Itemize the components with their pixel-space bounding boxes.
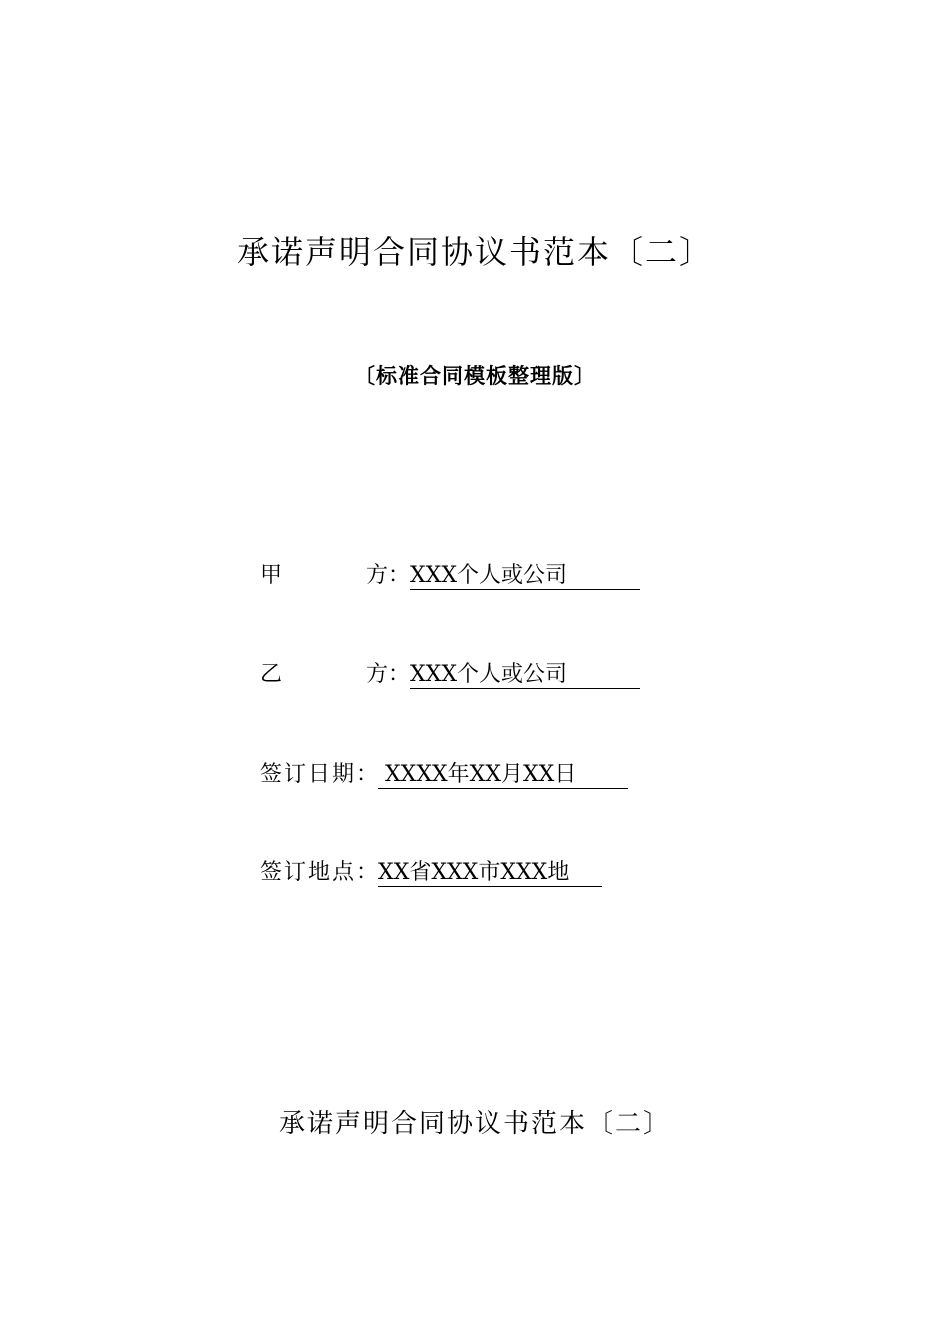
party-a-value: XXX个人或公司 — [410, 563, 640, 590]
signing-date-label: 签订日期 — [260, 762, 357, 787]
signing-place-field — [260, 857, 602, 889]
signing-date-value: XXXX年XX月XX日 — [378, 762, 628, 789]
signing-date-field — [260, 759, 628, 791]
party-a-label: 甲 方 — [260, 563, 388, 588]
signing-date-colon: ： — [356, 762, 379, 787]
party-a-field — [260, 560, 640, 592]
party-b-field — [260, 659, 640, 691]
signing-place-colon: ： — [356, 860, 379, 885]
footer-title: 承诺声明合同协议书范本〔二〕 — [278, 1109, 671, 1139]
signing-place-value: XX省XXX市XXX地 — [378, 860, 602, 887]
page-title: 承诺声明合同协议书范本〔二〕 — [236, 233, 713, 271]
signing-place-label: 签订地点 — [260, 860, 357, 885]
page-subtitle: 〔标准合同模板整理版〕 — [354, 363, 596, 388]
party-b-colon: ： — [388, 662, 411, 687]
party-a-colon: ： — [388, 563, 411, 588]
party-b-label: 乙 方 — [260, 662, 388, 687]
party-b-value: XXX个人或公司 — [410, 662, 640, 689]
